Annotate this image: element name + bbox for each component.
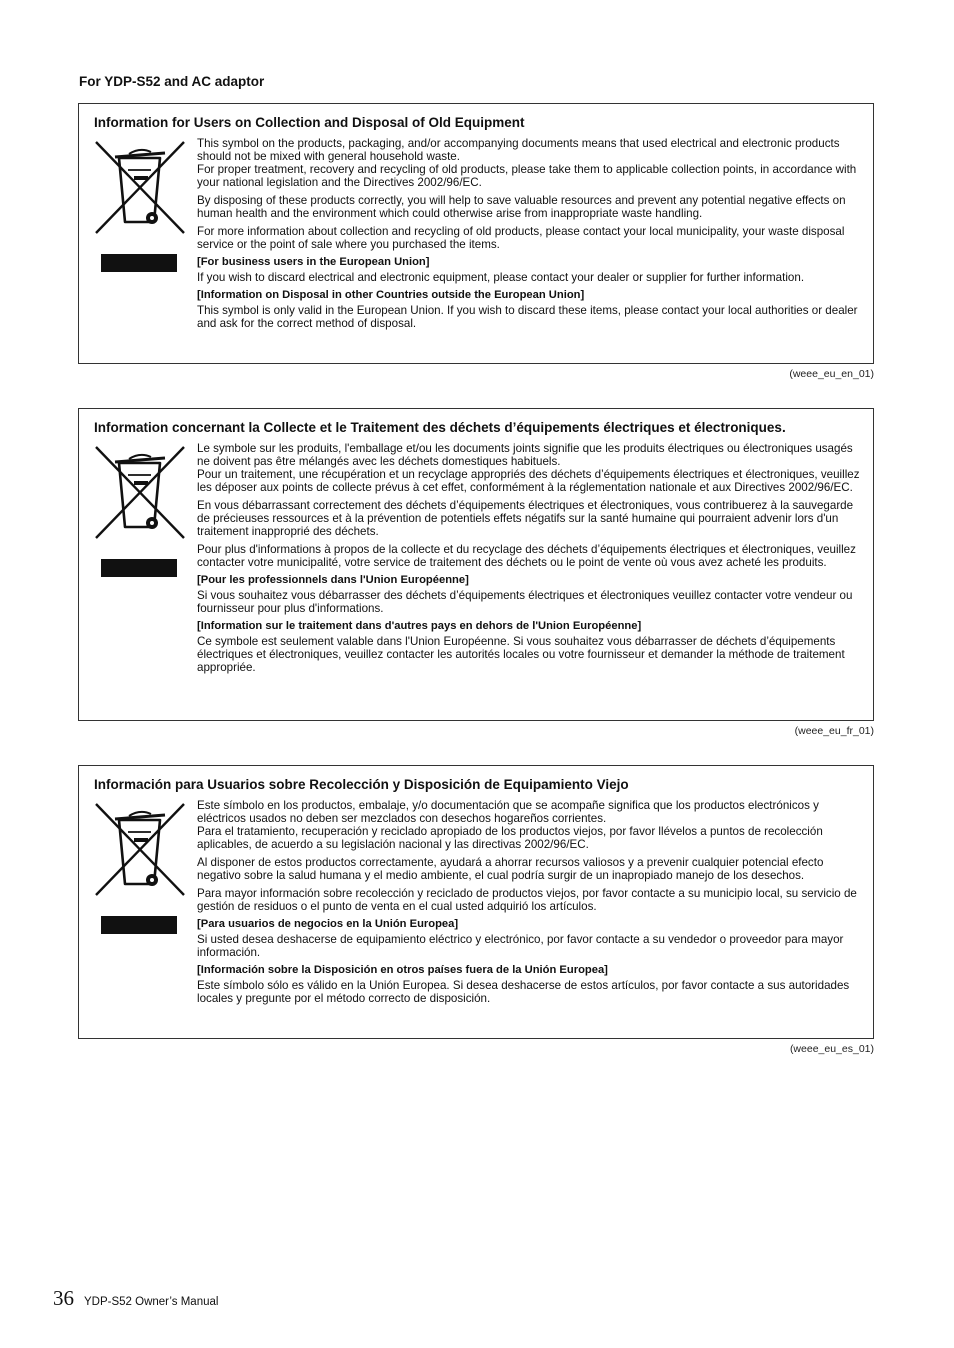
weee-notice-en <box>78 103 874 364</box>
reference-code: (weee_eu_es_01) <box>789 1043 874 1055</box>
paragraph: For proper treatment, recovery and recycling of old products, please take them to applicable collection points, in accordance with your national legislation and the Directives 2002/96/EC. <box>197 163 857 189</box>
notice-body <box>197 799 865 1010</box>
subheading: [Information on Disposal in other Countries outside the European Union] <box>197 289 585 301</box>
notice-title: Information concernant la Collecte et le Traitement des déchets d’équipements électriques et électroniques. <box>94 420 786 435</box>
notice-body <box>197 137 865 335</box>
crossed-out-wheelie-bin-icon <box>94 140 186 235</box>
crossed-out-wheelie-bin-icon <box>94 445 186 540</box>
manual-name: YDP-S52 Owner’s Manual <box>84 1296 219 1308</box>
weee-notice-fr <box>78 408 874 721</box>
paragraph: Si usted desea deshacerse de equipamiento eléctrico y electrónico, por favor contacte a su vendedor o proveedor para mayor información. <box>197 933 844 959</box>
black-bar <box>101 559 177 577</box>
paragraph: Pour plus d'informations à propos de la collecte et du recyclage des déchets d’équipements électriques et électroniques, veuillez contacter votre municipalité, votre service de traitement des déchets ou le point de vente où vous avez acheté les produits. <box>197 543 856 569</box>
reference-code: (weee_eu_en_01) <box>789 368 874 380</box>
paragraph: Pour un traitement, une récupération et un recyclage appropriés des déchets d’équipements électriques et électroniques, veuillez les déposer aux points de collecte prévus à cet effet, conformément à la réglementation nationale et aux Directives 2002/96/EC. <box>197 468 860 494</box>
paragraph: Para el tratamiento, recuperación y reciclado apropiado de los productos viejos, por favor llévelos a puntos de recolección aplicables, de acuerdo a su legislación nacional y las directivas 2002/96/EC. <box>197 825 823 851</box>
section-heading: For YDP-S52 and AC adaptor <box>79 74 265 89</box>
paragraph: If you wish to discard electrical and electronic equipment, please contact your dealer or supplier for further information. <box>197 271 805 284</box>
paragraph: Si vous souhaitez vous débarrasser des déchets d’équipements électriques et électroniques veuillez contacter votre vendeur ou fournisseur pour plus d'informations. <box>197 589 853 615</box>
paragraph: By disposing of these products correctly, you will help to save valuable resources and prevent any potential negative effects on human health and the environment which could otherwise arise from inappropriate waste handling. <box>197 194 846 220</box>
subheading: [Información sobre la Disposición en otros países fuera de la Unión Europea] <box>197 964 608 976</box>
black-bar <box>101 916 177 934</box>
page-footer <box>53 1286 218 1311</box>
crossed-out-wheelie-bin-icon <box>94 802 186 897</box>
paragraph: Este símbolo sólo es válido en la Unión Europea. Si desea deshacerse de estos artículos, por favor contacte a sus autoridades locales y pregunte por el método correcto de disposición. <box>197 979 850 1005</box>
notice-title: Información para Usuarios sobre Recolección y Disposición de Equipamiento Viejo <box>94 777 629 792</box>
weee-notice-es <box>78 765 874 1039</box>
subheading: [For business users in the European Union] <box>197 256 430 268</box>
paragraph: Este símbolo en los productos, embalaje, y/o documentación que se acompañe significa que los productos electrónicos y eléctricos usados no deben ser mezclados con desechos hogareños corrientes. <box>197 799 819 825</box>
paragraph: This symbol on the products, packaging, and/or accompanying documents means that used electrical and electronic products should not be mixed with general household waste. <box>197 137 840 163</box>
notice-body <box>197 442 865 679</box>
subheading: [Para usuarios de negocios en la Unión Europea] <box>197 918 459 930</box>
subheading: [Information sur le traitement dans d'autres pays en dehors de l'Union Européenne] <box>197 620 642 632</box>
paragraph: Para mayor información sobre recolección y reciclado de productos viejos, por favor contacte a su municipio local, su servicio de gestión de residuos o el punto de venta en el cual usted adquirió los artículos. <box>197 887 857 913</box>
paragraph: For more information about collection and recycling of old products, please contact your local municipality, your waste disposal service or the point of sale where you purchased the items. <box>197 225 845 251</box>
notice-title: Information for Users on Collection and Disposal of Old Equipment <box>94 115 525 130</box>
page-number: 36 <box>53 1286 74 1310</box>
paragraph: Al disponer de estos productos correctamente, ayudará a ahorrar recursos valiosos y a prevenir cualquier potencial efecto negativo sobre la salud humana y el medio ambiente, el cual podría surgir de un inapropiado manejo de los desechos. <box>197 856 824 882</box>
paragraph: This symbol is only valid in the European Union. If you wish to discard these items, please contact your local authorities or dealer and ask for the correct method of disposal. <box>197 304 858 330</box>
paragraph: Ce symbole est seulement valable dans l'Union Européenne. Si vous souhaitez vous débarrasser de déchets d’équipements électriques et électroniques, veuillez contacter les autorités locales ou votre fournisseur et demander la méthode de traitement appropriée. <box>197 635 845 674</box>
black-bar <box>101 254 177 272</box>
reference-code: (weee_eu_fr_01) <box>794 725 874 737</box>
paragraph: Le symbole sur les produits, l'emballage et/ou les documents joints signifie que les produits électriques ou électroniques usagés ne doivent pas être mélangés avec les déchets domestiques habituels. <box>197 442 853 468</box>
paragraph: En vous débarrassant correctement des déchets d’équipements électriques et électroniques, vous contribuerez à la sauvegarde de précieuses ressources et à la prévention de potentiels effets négatifs sur la santé humaine qui pourraient advenir lors d'un traitement inapproprié des déchets. <box>197 499 854 538</box>
subheading: [Pour les professionnels dans l'Union Européenne] <box>197 574 469 586</box>
